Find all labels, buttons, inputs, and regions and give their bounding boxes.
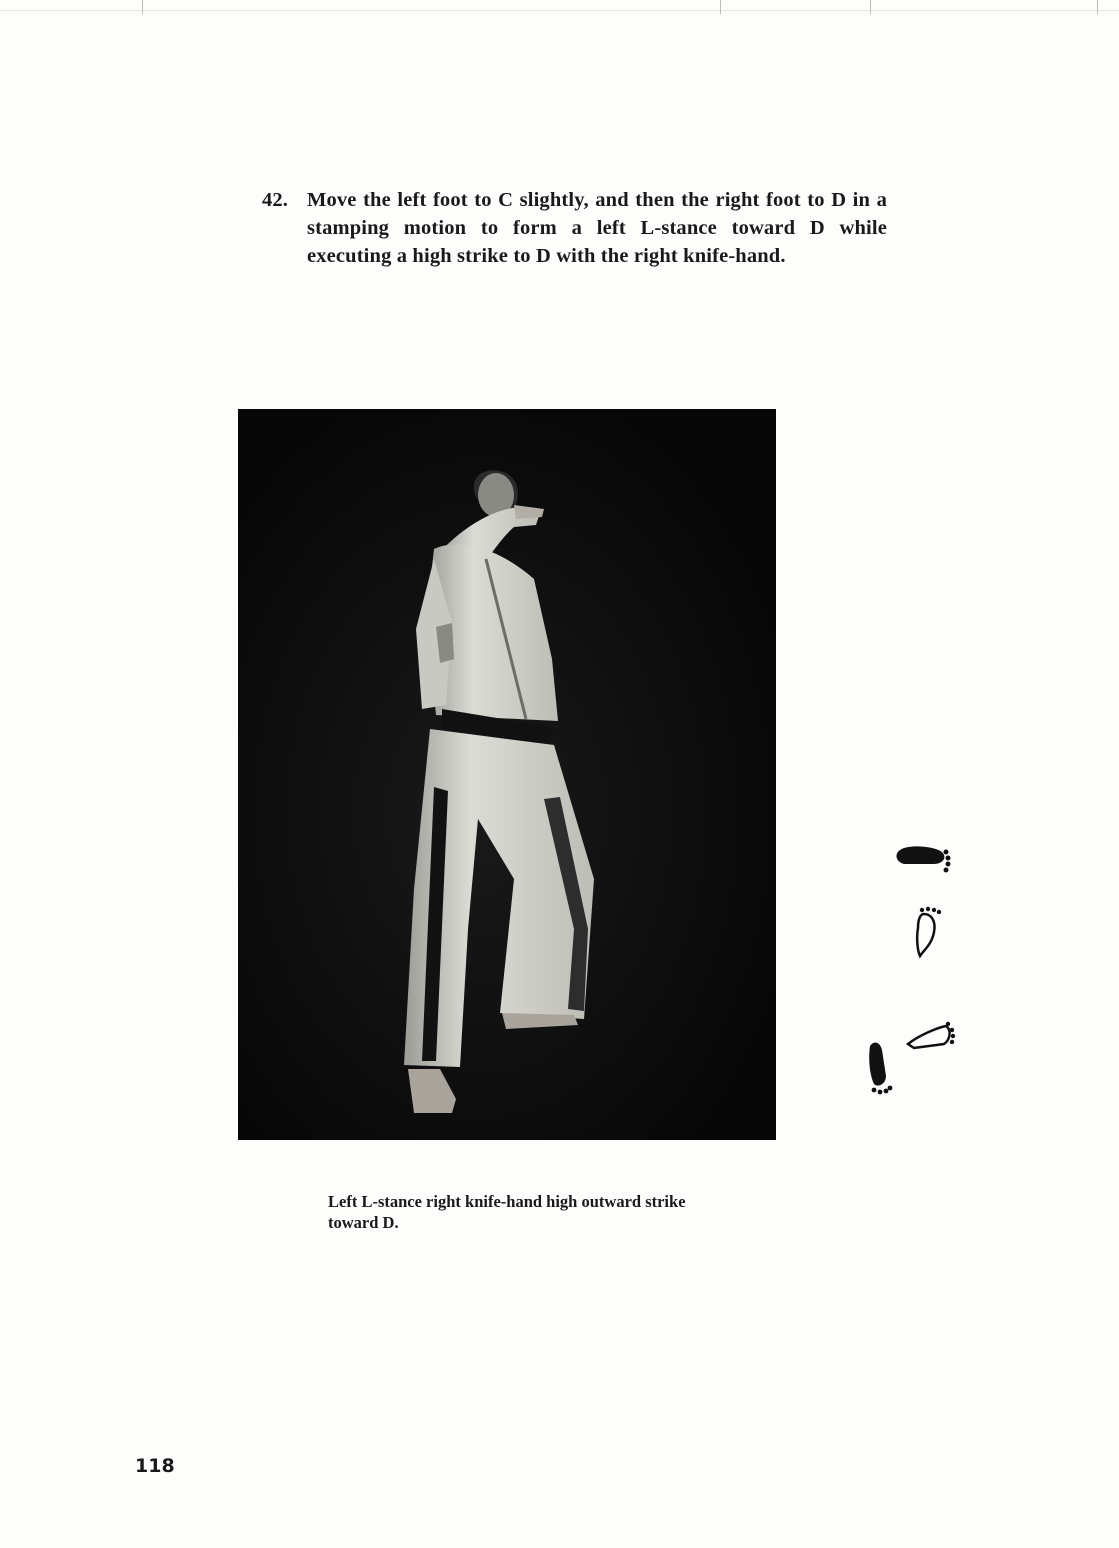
step-text: Move the left foot to C slightly, and then the right foot to D in a stamping motion to form a left L-stance toward D while executing a high strike to D with the right knife-hand.: [307, 189, 887, 267]
photo-caption: Left L-stance right knife-hand high outward strike toward D.: [328, 1192, 686, 1232]
page-edge-mark: [142, 0, 143, 14]
step-number: 42.: [262, 189, 289, 211]
page-edge-mark: [870, 0, 871, 14]
right-foot-filled-icon: [869, 1043, 892, 1095]
footprint-diagram: [860, 840, 960, 1100]
right-foot-filled-icon: [897, 846, 951, 872]
page-top-border: [0, 10, 1119, 11]
step-instruction: [262, 186, 887, 270]
page-edge-mark: [720, 0, 721, 14]
martial-artist-photo: [238, 409, 776, 1140]
left-foot-outline-icon: [908, 1022, 955, 1048]
page-number: 118: [135, 1455, 175, 1477]
left-foot-outline-icon: [917, 907, 941, 956]
page-edge-mark: [1097, 0, 1098, 14]
